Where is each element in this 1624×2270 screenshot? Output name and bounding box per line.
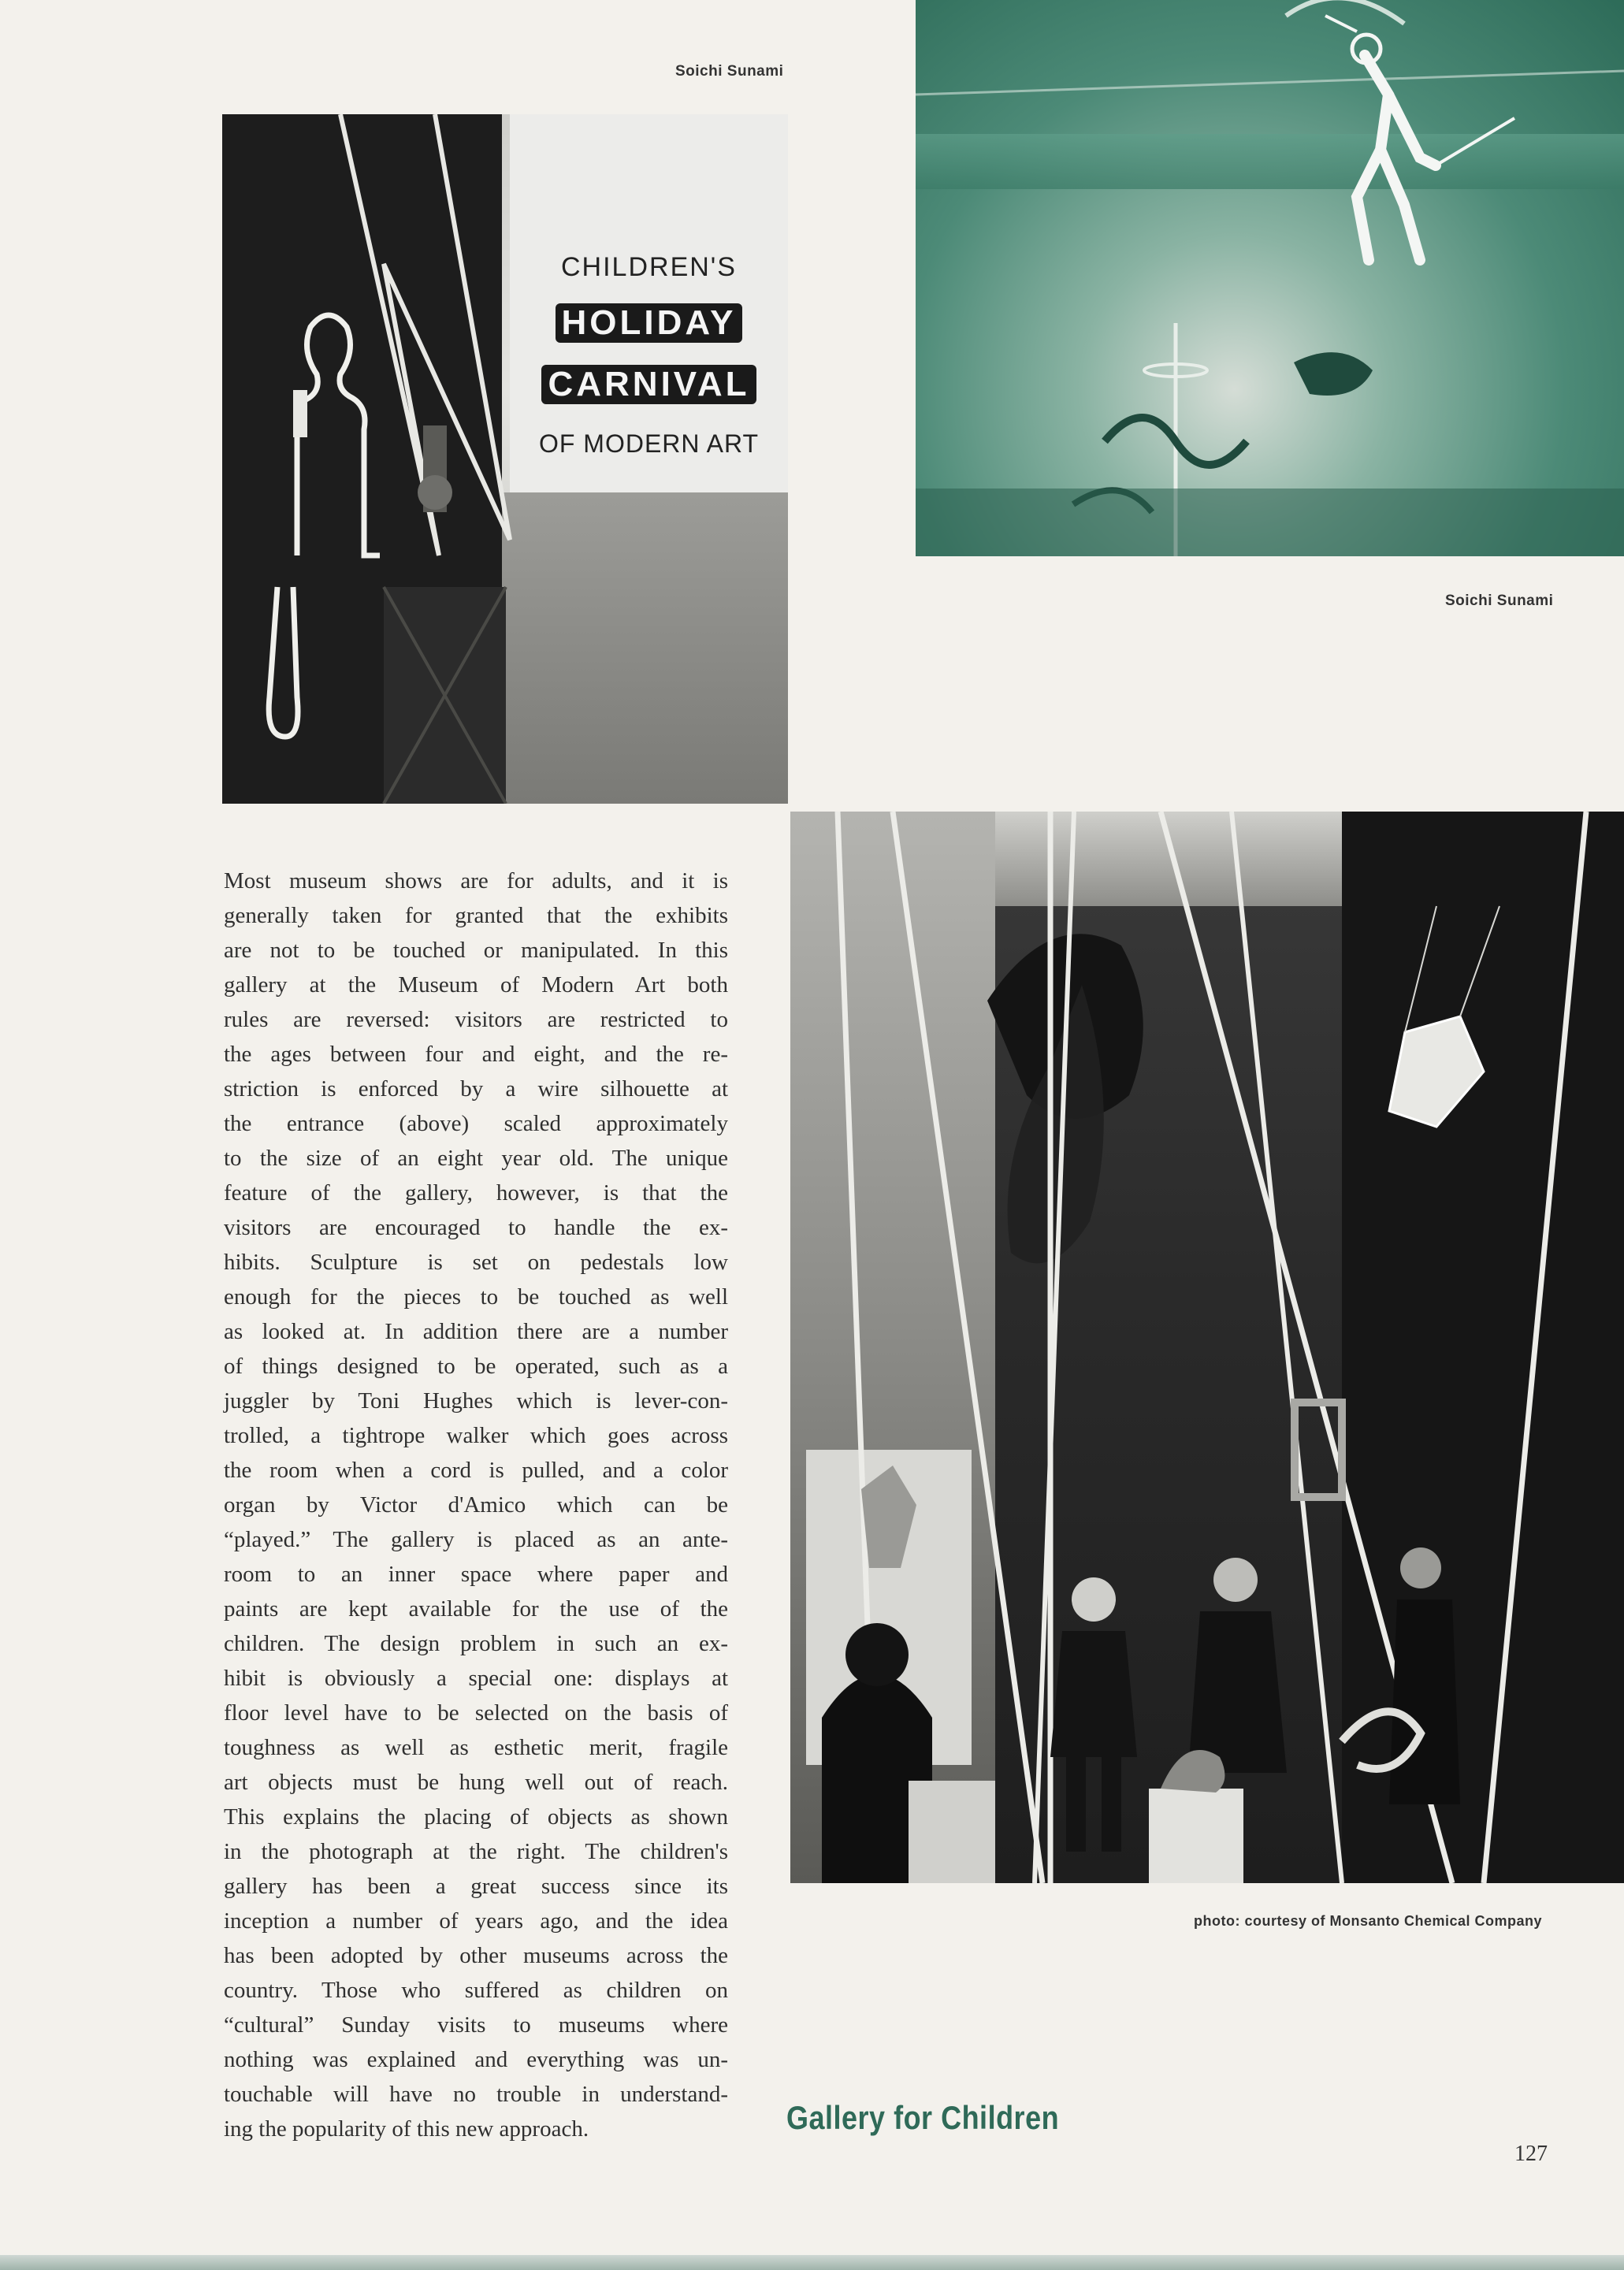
body-text-line: organ by Victor d'Amico which can be xyxy=(224,1492,728,1518)
body-text-line: has been adopted by other museums across the xyxy=(224,1943,728,1968)
entrance-photo xyxy=(222,114,788,804)
body-text-line: Most museum shows are for adults, and it is xyxy=(224,868,728,894)
body-text-line: are not to be touched or manipulated. In this xyxy=(224,938,728,963)
body-text-line: room to an inner space where paper and xyxy=(224,1562,728,1587)
body-text-line: the entrance (above) scaled approximately xyxy=(224,1111,728,1136)
body-text-line: nothing was explained and everything was un- xyxy=(224,2047,728,2072)
sign-line-1: CHILDREN'S xyxy=(561,252,737,282)
page-edge xyxy=(0,2255,1624,2270)
body-text-line: ing the popularity of this new approach. xyxy=(224,2116,589,2142)
body-text-line: hibits. Sculpture is set on pedestals low xyxy=(224,1250,728,1275)
body-text-line: striction is enforced by a wire silhouette at xyxy=(224,1076,728,1102)
tightrope-drawing xyxy=(916,0,1624,556)
body-text-line: the ages between four and eight, and the re- xyxy=(224,1042,728,1067)
body-text-line: touchable will have no trouble in understand- xyxy=(224,2082,728,2107)
article-body xyxy=(224,864,728,2146)
body-text-line: in the photograph at the right. The children's xyxy=(224,1839,728,1864)
body-text-line: as looked at. In addition there are a number xyxy=(224,1319,728,1344)
body-text-line: feature of the gallery, however, is that the xyxy=(224,1180,728,1206)
body-text-line: visitors are encouraged to handle the ex- xyxy=(224,1215,728,1240)
body-text-line: to the size of an eight year old. The unique xyxy=(224,1146,728,1171)
body-text-line: floor level have to be selected on the basis of xyxy=(224,1700,728,1726)
sign-line-4: OF MODERN ART xyxy=(538,429,760,458)
body-text-line: gallery at the Museum of Modern Art both xyxy=(224,972,728,998)
body-text-line: paints are kept available for the use of the xyxy=(224,1596,728,1622)
wire-silhouette-drawing xyxy=(222,114,788,804)
sign-line-2: HOLIDAY xyxy=(556,303,743,343)
body-text-line: trolled, a tightrope walker which goes across xyxy=(224,1423,728,1448)
photo-credit-top: Soichi Sunami xyxy=(675,63,784,80)
page-number: 127 xyxy=(1514,2142,1548,2166)
tightrope-walker-photo xyxy=(916,0,1624,556)
photo-credit-right: Soichi Sunami xyxy=(1445,593,1554,609)
body-text-line: rules are reversed: visitors are restricted to xyxy=(224,1007,728,1032)
body-text-line: gallery has been a great success since its xyxy=(224,1874,728,1899)
gallery-children-photo xyxy=(790,812,1624,1883)
body-text-line: juggler by Toni Hughes which is lever-con- xyxy=(224,1388,728,1414)
body-text-line: “played.” The gallery is placed as an ante- xyxy=(224,1527,728,1552)
body-text-line: country. Those who suffered as children on xyxy=(224,1978,728,2003)
body-text-line: art objects must be hung well out of reach. xyxy=(224,1770,728,1795)
body-text-line: the room when a cord is pulled, and a color xyxy=(224,1458,728,1483)
body-text-line: children. The design problem in such an ex- xyxy=(224,1631,728,1656)
photo-credit-gallery: photo: courtesy of Monsanto Chemical Company xyxy=(1194,1913,1543,1929)
body-text-line: enough for the pieces to be touched as well xyxy=(224,1284,728,1310)
body-text-line: “cultural” Sunday visits to museums where xyxy=(224,2012,728,2038)
body-text-line: inception a number of years ago, and the idea xyxy=(224,1908,728,1934)
gallery-scene-drawing xyxy=(790,812,1624,1883)
body-text-line: hibit is obviously a special one: displays at xyxy=(224,1666,728,1691)
body-text-line: of things designed to be operated, such as a xyxy=(224,1354,728,1379)
article-title: Gallery for Children xyxy=(786,2099,1060,2137)
body-text-line: generally taken for granted that the exhibits xyxy=(224,903,728,928)
body-text-line: This explains the placing of objects as shown xyxy=(224,1804,728,1830)
body-text-line: toughness as well as esthetic merit, fragile xyxy=(224,1735,728,1760)
sign-line-3: CARNIVAL xyxy=(541,365,756,404)
